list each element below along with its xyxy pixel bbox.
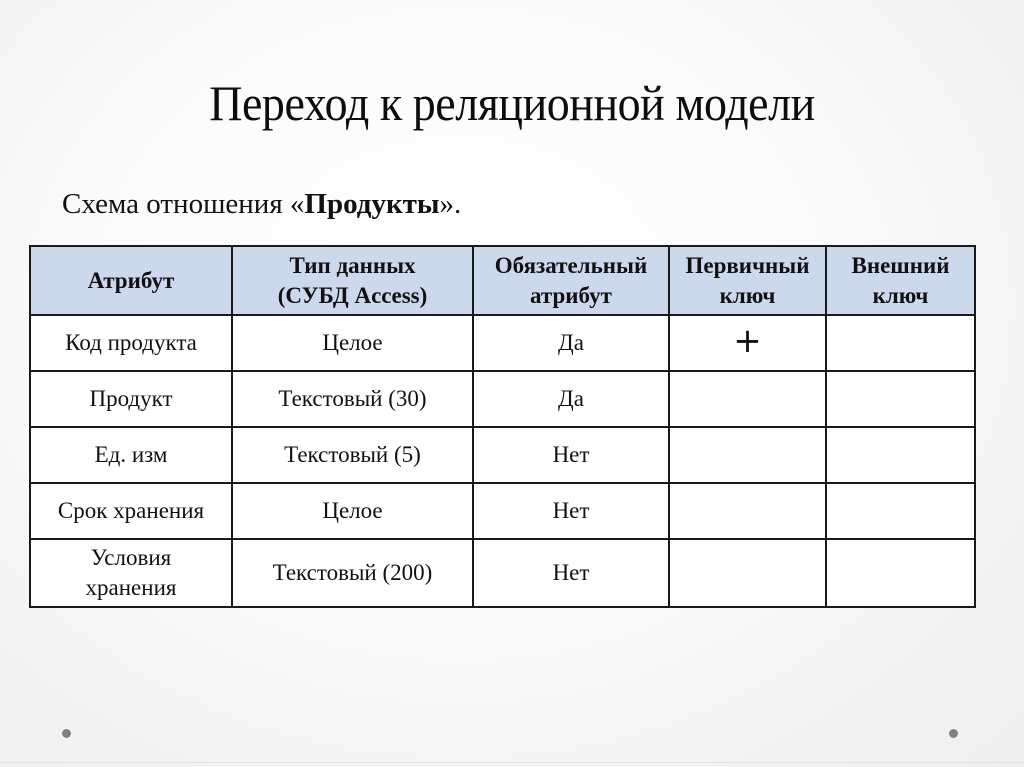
header-required: Обязательный атрибут <box>473 246 669 315</box>
caption-suffix: ». <box>439 188 462 220</box>
cell-required: Нет <box>473 483 669 539</box>
cell-data-type: Целое <box>232 483 473 539</box>
cell-foreign-key <box>826 315 975 371</box>
cell-foreign-key <box>826 483 975 539</box>
table-row <box>30 483 975 539</box>
cell-attribute: Продукт <box>30 371 232 427</box>
plus-icon: + <box>733 321 762 361</box>
cell-required: Нет <box>473 427 669 483</box>
cell-required: Да <box>473 315 669 371</box>
header-attribute: Атрибут <box>30 246 232 315</box>
table-row <box>30 315 975 371</box>
cell-primary-key <box>669 427 826 483</box>
cell-foreign-key <box>826 427 975 483</box>
nav-dot-icon <box>949 729 958 738</box>
table-row <box>30 539 975 607</box>
cell-attribute: Код продукта <box>30 315 232 371</box>
cell-foreign-key <box>826 539 975 607</box>
relation-schema-table <box>29 245 976 608</box>
slide-bottom-divider <box>0 762 1024 763</box>
header-primary-key: Первичный ключ <box>669 246 826 315</box>
relation-name: Продукты <box>304 188 440 220</box>
nav-dot-icon <box>62 729 71 738</box>
cell-primary-key <box>669 539 826 607</box>
cell-data-type: Текстовый (30) <box>232 371 473 427</box>
cell-attribute: Ед. изм <box>30 427 232 483</box>
table-row <box>30 371 975 427</box>
cell-required: Да <box>473 371 669 427</box>
cell-attribute: Срок хранения <box>30 483 232 539</box>
cell-data-type: Целое <box>232 315 473 371</box>
caption-prefix: Схема отношения « <box>62 188 305 220</box>
cell-attribute: Условия хранения <box>30 539 232 607</box>
cell-foreign-key <box>826 371 975 427</box>
cell-data-type: Текстовый (200) <box>232 539 473 607</box>
cell-primary-key <box>669 371 826 427</box>
header-foreign-key: Внешний ключ <box>826 246 975 315</box>
cell-data-type: Текстовый (5) <box>232 427 473 483</box>
header-data-type: Тип данных (СУБД Access) <box>232 246 473 315</box>
table-header-row <box>30 246 975 315</box>
slide-title: Переход к реляционной модели <box>209 75 815 131</box>
schema-caption <box>62 184 461 224</box>
table-row <box>30 427 975 483</box>
cell-required: Нет <box>473 539 669 607</box>
cell-primary-key <box>669 483 826 539</box>
cell-primary-key <box>669 315 826 371</box>
